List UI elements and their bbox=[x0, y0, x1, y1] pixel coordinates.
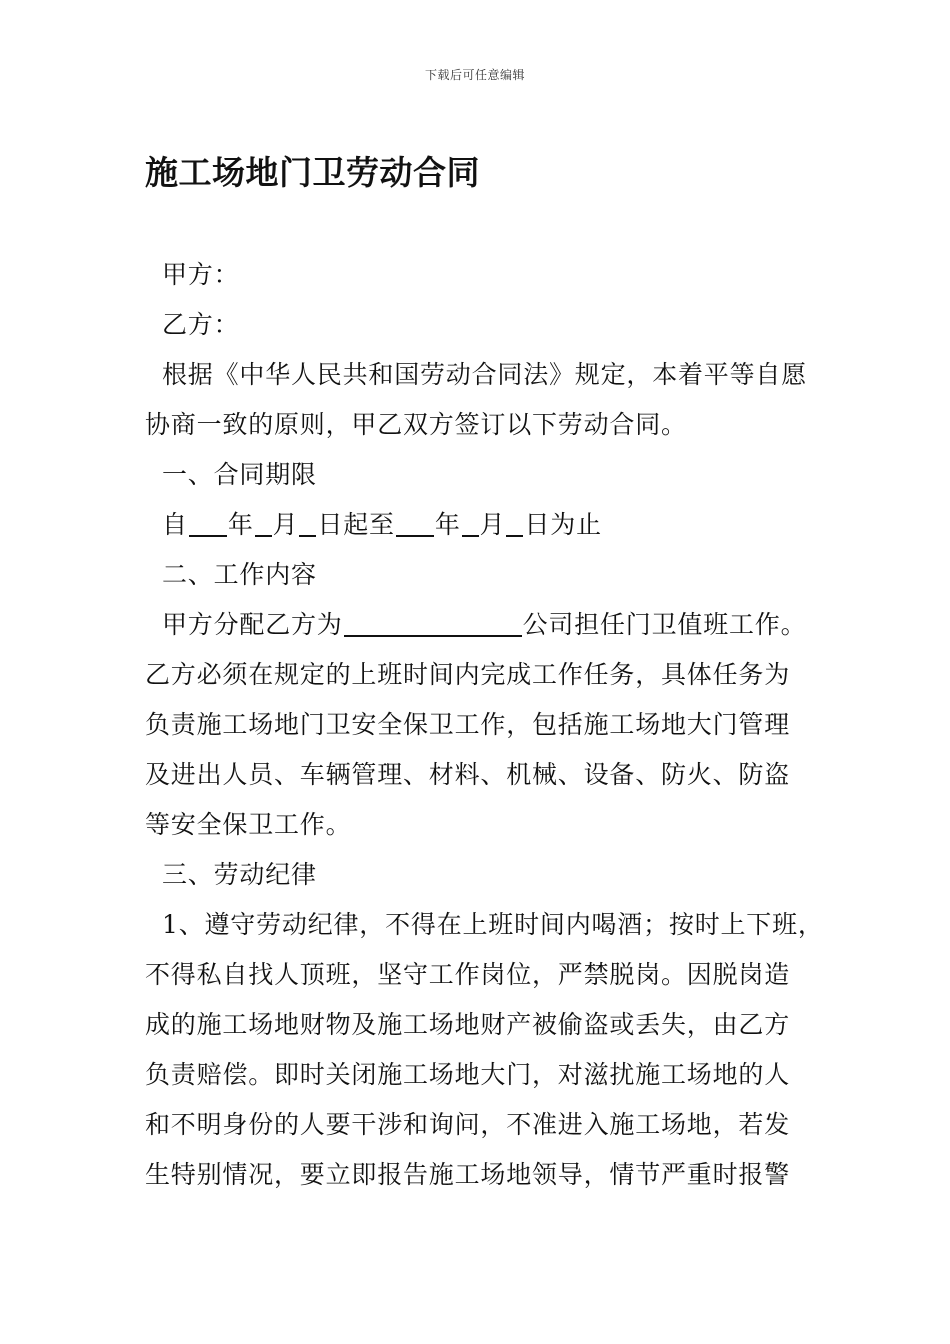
term-year: 年 bbox=[227, 510, 254, 539]
start-day-blank bbox=[299, 509, 316, 537]
preamble-line: 根据《中华人民共和国劳动合同法》规定，本着平等自愿 bbox=[162, 360, 808, 389]
work-content-line: 负责施工场地门卫安全保卫工作，包括施工场地大门管理 bbox=[145, 710, 791, 739]
preamble-line: 协商一致的原则，甲乙双方签订以下劳动合同。 bbox=[145, 410, 687, 439]
end-year-blank bbox=[396, 509, 434, 537]
work-content-line: 及进出人员、车辆管理、材料、机械、设备、防火、防盗 bbox=[145, 760, 791, 789]
term-from: 自 bbox=[162, 510, 188, 539]
discipline-line: 生特别情况，要立即报告施工场地领导，情节严重时报警 bbox=[145, 1160, 791, 1189]
term-day-to: 日起至 bbox=[317, 510, 395, 539]
document-body bbox=[145, 250, 825, 1200]
discipline-line: 和不明身份的人要干涉和询问，不准进入施工场地，若发 bbox=[145, 1110, 791, 1139]
section-heading-discipline: 三、劳动纪律 bbox=[162, 860, 317, 889]
start-year-blank bbox=[189, 509, 227, 537]
work-assign-suffix: 公司担任门卫值班工作。 bbox=[522, 610, 807, 639]
contract-term-line bbox=[145, 500, 825, 550]
work-content-line: 等安全保卫工作。 bbox=[145, 810, 352, 839]
start-month-blank bbox=[255, 509, 272, 537]
end-day-blank bbox=[506, 509, 523, 537]
term-month: 月 bbox=[272, 510, 299, 539]
party-a-label: 甲方： bbox=[162, 260, 240, 289]
party-b-label: 乙方： bbox=[162, 310, 240, 339]
term-month: 月 bbox=[479, 510, 506, 539]
document-title: 施工场地门卫劳动合同 bbox=[145, 153, 480, 192]
section-heading-term: 一、合同期限 bbox=[162, 460, 317, 489]
page-header-note: 下载后可任意编辑 bbox=[424, 68, 525, 82]
company-name-blank bbox=[344, 609, 522, 637]
end-month-blank bbox=[462, 509, 479, 537]
discipline-line: 负责赔偿。即时关闭施工场地大门，对滋扰施工场地的人 bbox=[145, 1060, 791, 1089]
discipline-line: 成的施工场地财物及施工场地财产被偷盗或丢失，由乙方 bbox=[145, 1010, 791, 1039]
work-content-line: 乙方必须在规定的上班时间内完成工作任务，具体任务为 bbox=[145, 660, 791, 689]
discipline-line: 不得私自找人顶班，坚守工作岗位，严禁脱岗。因脱岗造 bbox=[145, 960, 791, 989]
work-assign-prefix: 甲方分配乙方为 bbox=[162, 610, 343, 639]
section-heading-work: 二、工作内容 bbox=[162, 560, 317, 589]
work-assignment-line bbox=[145, 600, 825, 650]
discipline-line: 1、遵守劳动纪律，不得在上班时间内喝酒；按时上下班， bbox=[162, 910, 824, 939]
term-day-end: 日为止 bbox=[524, 510, 602, 539]
term-year: 年 bbox=[434, 510, 461, 539]
